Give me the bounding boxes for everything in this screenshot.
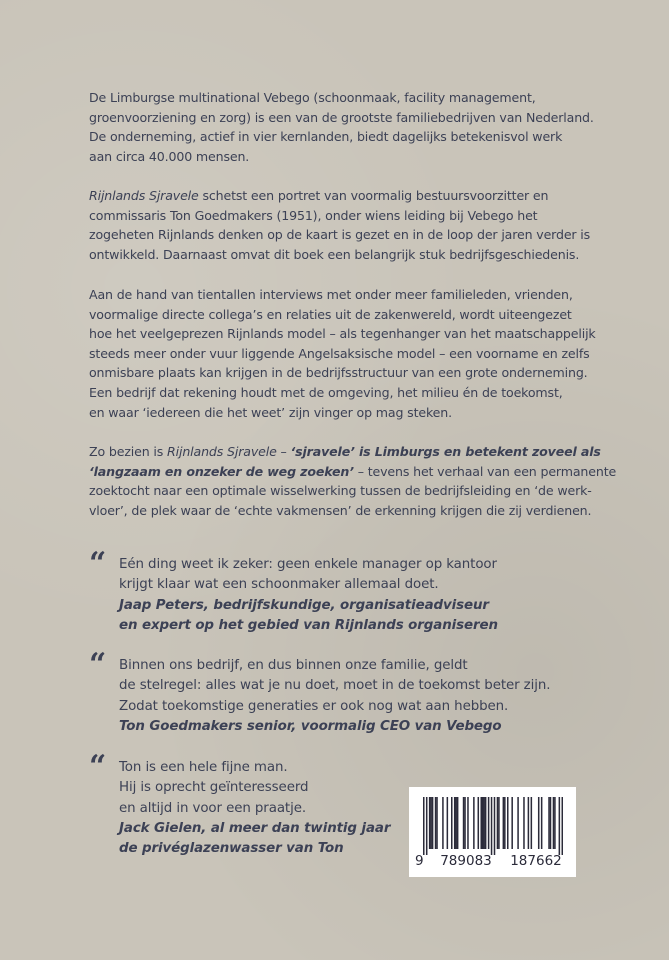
text-line: steeds meer onder vuur liggende Angelsaksische model – een voorname en zelfs bbox=[89, 345, 590, 361]
barcode-bar bbox=[541, 797, 543, 849]
text-line bbox=[89, 462, 617, 482]
barcode-bar bbox=[467, 797, 469, 849]
text-line bbox=[89, 442, 601, 462]
portrait-paragraph bbox=[89, 186, 589, 264]
barcode-bar bbox=[498, 797, 500, 849]
barcode-bar bbox=[483, 797, 485, 849]
text-line bbox=[89, 186, 589, 206]
quote-line: krijgt klaar wat een schoonmaker allemaal doet. bbox=[119, 577, 439, 593]
text-span: – bbox=[276, 444, 291, 459]
barcode-bar bbox=[478, 797, 480, 849]
barcode-bar bbox=[442, 797, 444, 849]
quote-line: de stelregel: alles wat je nu doet, moet in de toekomst beter zijn. bbox=[119, 678, 551, 694]
barcode-bar bbox=[488, 797, 490, 849]
quote-line: Ton is een hele fijne man. bbox=[119, 760, 288, 775]
barcode-bar bbox=[482, 797, 484, 849]
quote-text bbox=[119, 758, 390, 859]
barcode-bar bbox=[553, 797, 555, 849]
barcode-bar bbox=[423, 797, 425, 855]
barcode-digits bbox=[411, 853, 574, 869]
barcode-bar bbox=[485, 797, 487, 849]
barcode-bar bbox=[432, 797, 434, 849]
quote-attribution: en expert op het gebied van Rijnlands organiseren bbox=[119, 617, 498, 633]
barcode-bar bbox=[491, 797, 493, 855]
barcode-bar bbox=[463, 797, 465, 849]
quote-line: Hij is oprecht geïnteresseerd bbox=[119, 780, 309, 796]
quote-attribution: Jaap Peters, bedrijfskundige, organisatieadviseur bbox=[119, 597, 489, 613]
barcode-bar bbox=[447, 797, 449, 849]
text-line: groenvoorziening en zorg) is een van de grootste familiebedrijven van Nederland. bbox=[89, 109, 594, 125]
barcode-bar bbox=[554, 797, 556, 849]
quotation-mark-icon: “ bbox=[89, 647, 107, 682]
quote-line: Binnen ons bedrijf, en dus binnen onze familie, geldt bbox=[119, 658, 468, 673]
text-line: ontwikkeld. Daarnaast omvat dit boek een belangrijk stuk bedrijfsgeschiedenis. bbox=[89, 246, 580, 262]
text-line: Aan de hand van tientallen interviews met onder meer familieleden, vrienden, bbox=[89, 287, 573, 302]
quote-text bbox=[119, 656, 550, 737]
barcode-bar bbox=[464, 797, 466, 849]
intro-paragraph bbox=[89, 88, 594, 166]
barcode-bar bbox=[480, 797, 482, 849]
quote-attribution: Ton Goedmakers senior, voormalig CEO van Vebego bbox=[119, 718, 502, 734]
barcode-bar bbox=[507, 797, 509, 849]
text-line: Een bedrijf dat rekening houdt met de omgeving, het milieu én de toekomst, bbox=[89, 384, 563, 400]
definition-bold: ‘sjravele’ is Limburgs en betekent zoveel als bbox=[290, 444, 601, 459]
quote-line: Zodat toekomstige generaties er ook nog wat aan hebben. bbox=[119, 698, 509, 714]
text-line: commissaris Ton Goedmakers (1951), onder wiens leiding bij Vebego het bbox=[89, 207, 538, 223]
barcode-bar bbox=[550, 797, 552, 849]
text-line: onmisbare plaats kan krijgen in de bedrijfsstructuur van een grote onderneming. bbox=[89, 365, 588, 381]
barcode-bar bbox=[503, 797, 505, 849]
barcode-bar bbox=[504, 797, 506, 849]
barcode-bar bbox=[457, 797, 459, 849]
text-span: – tevens het verhaal van een permanente bbox=[353, 463, 617, 479]
text-line: zogeheten Rijnlands denken op de kaart is gezet en in de loop der jaren verder is bbox=[89, 227, 591, 243]
quote-text bbox=[119, 555, 498, 636]
barcode-bar bbox=[562, 797, 563, 855]
barcode-bar bbox=[538, 797, 540, 849]
interviews-paragraph bbox=[89, 285, 596, 422]
barcode-bar bbox=[436, 797, 438, 849]
quote-attribution: de privéglazenwasser van Ton bbox=[119, 841, 344, 857]
sjravele-paragraph bbox=[89, 442, 617, 520]
definition-bold: ‘langzaam en onzeker de weg zoeken’ bbox=[89, 463, 354, 479]
text-line: hoe het veelgeprezen Rijnlands model – als tegenhanger van het maatschappelijk bbox=[89, 326, 596, 342]
text-line: De Limburgse multinational Vebego (schoonmaak, facility management, bbox=[89, 90, 536, 105]
barcode-bar bbox=[454, 797, 456, 849]
text-line: en waar ‘iedereen die het weet’ zijn vinger op mag steken. bbox=[89, 404, 452, 420]
barcode-bar bbox=[451, 797, 453, 849]
quote-line: en altijd in voor een praatje. bbox=[119, 800, 306, 816]
isbn-barcode bbox=[409, 787, 576, 877]
barcode-bar bbox=[517, 797, 519, 849]
barcode-bar bbox=[497, 797, 499, 849]
text-line: aan circa 40.000 mensen. bbox=[89, 148, 250, 164]
barcode-bar bbox=[511, 797, 513, 849]
barcode-bar bbox=[429, 797, 431, 849]
barcode-bar bbox=[531, 797, 533, 849]
text-span: schetst een portret van voormalig bestuursvoorzitter en bbox=[198, 188, 549, 203]
text-line: voormalige directe collega’s en relaties uit de zakenwereld, wordt uiteengezet bbox=[89, 306, 572, 322]
barcode-bar bbox=[430, 797, 432, 849]
barcode-bar bbox=[426, 797, 428, 855]
barcode-bar bbox=[523, 797, 525, 849]
text-line: zoektocht naar een optimale wisselwerking tussen de bedrijfsleiding en ‘de werk- bbox=[89, 483, 592, 499]
barcode-bar bbox=[435, 797, 437, 849]
quotation-mark-icon: “ bbox=[89, 546, 107, 581]
barcode-bar bbox=[528, 797, 530, 849]
quotation-mark-icon: “ bbox=[89, 749, 107, 784]
book-title-italic: Rijnlands Sjravele bbox=[167, 444, 277, 459]
quote-line: Eén ding weet ik zeker: geen enkele manager op kantoor bbox=[119, 557, 497, 572]
barcode-bar bbox=[455, 797, 457, 849]
barcode-digits-right: 187662 bbox=[510, 853, 562, 869]
text-line: vloer’, de plek waar de ‘echte vakmensen’ de erkenning krijgen die zij verdienen. bbox=[89, 502, 592, 518]
text-line: De onderneming, actief in vier kernlanden, biedt dagelijks betekenisvol werk bbox=[89, 129, 563, 145]
book-title-italic: Rijnlands Sjravele bbox=[89, 188, 199, 203]
barcode-bar bbox=[494, 797, 496, 855]
barcode-bars-icon bbox=[423, 797, 563, 855]
quote-attribution: Jack Gielen, al meer dan twintig jaar bbox=[119, 820, 391, 836]
barcode-digit-first: 9 bbox=[415, 853, 424, 869]
barcode-bar bbox=[473, 797, 475, 849]
barcode-digits-left: 789083 bbox=[440, 853, 492, 869]
barcode-bar bbox=[548, 797, 550, 849]
text-span: Zo bezien is bbox=[89, 444, 168, 459]
barcode-bar bbox=[559, 797, 561, 855]
